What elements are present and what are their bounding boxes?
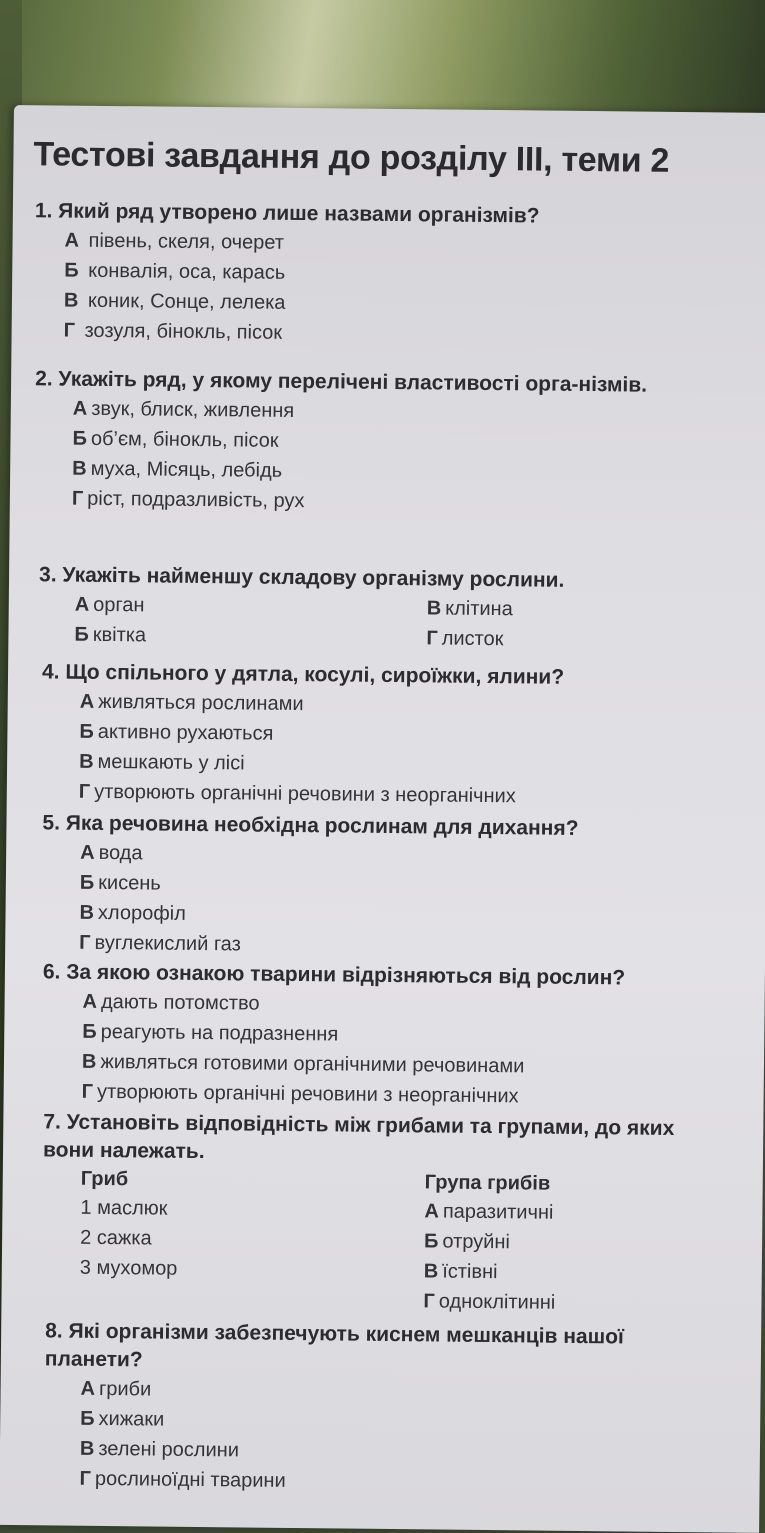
- question-text: 1. Який ряд утворено лише назвами організмів?: [34, 199, 540, 228]
- option-a: А звук, блиск, живлення: [72, 397, 295, 422]
- option-a: А живляться рослинами: [79, 690, 304, 716]
- option-d: Г рослиноїдні тварини: [79, 1467, 286, 1492]
- question-text: 4. Що спільного у дятла, косулі, сироїжки, ялини?: [41, 660, 565, 689]
- question-1: [33, 197, 539, 350]
- question-8: [43, 1317, 725, 1500]
- option-a: А гриби: [80, 1377, 152, 1401]
- option-c: В живляться готовими органічними речовинами: [81, 1050, 525, 1078]
- option-c: В клітина: [426, 597, 513, 621]
- fungus-item: 2 сажка: [80, 1226, 152, 1250]
- question-text: 8. Які організми забезпечують киснем мешканців нашої планети?: [44, 1319, 625, 1372]
- group-column: [423, 1168, 556, 1317]
- option-b: Б реагують на подразнення: [82, 1020, 339, 1046]
- group-column-header: Група грибів: [424, 1171, 551, 1195]
- question-text: 2. Укажіть ряд, у якому перелічені властивості орга-нізмів.: [35, 367, 648, 397]
- option-d: Г утворюють органічні речовини з неорганічних: [81, 1080, 519, 1108]
- option-b: Б об’єм, бінокль, пісок: [72, 427, 279, 452]
- question-text: 7. Установіть відповідність між грибами та групами, до яких вони належать.: [42, 1110, 675, 1164]
- group-item: А паразитичні: [424, 1200, 554, 1224]
- group-item: Г одноклітинні: [423, 1290, 556, 1314]
- option-d: Г вуглекислий газ: [79, 931, 241, 956]
- option-d: Г утворюють органічні речовини з неорганічних: [78, 780, 516, 808]
- group-item: Б отруйні: [424, 1230, 511, 1254]
- question-5: [41, 809, 579, 963]
- option-a: А вода: [80, 841, 143, 865]
- question-2: [34, 365, 736, 520]
- question-3: [38, 561, 739, 658]
- option-b: Б квітка: [74, 623, 147, 647]
- page-title: Тестові завдання до розділу ІІІ, теми 2: [33, 135, 670, 180]
- question-4: [41, 658, 565, 811]
- option-b: Б хижаки: [80, 1407, 165, 1431]
- question-7: [41, 1108, 723, 1321]
- question-text: 6. За якою ознакою тварини відрізняються від рослин?: [42, 960, 626, 990]
- fungus-column-header: Гриб: [80, 1167, 129, 1191]
- option-a: А орган: [74, 593, 145, 617]
- option-c: В коник, Сонце, лелека: [63, 289, 286, 314]
- option-b: Б кисень: [79, 871, 161, 895]
- fungus-item: 1 маслюк: [80, 1196, 168, 1220]
- book-page: [0, 105, 765, 1533]
- question-text: 5. Яка речовина необхідна рослинам для дихання?: [42, 811, 579, 840]
- option-c: В зелені рослини: [79, 1437, 240, 1462]
- fungus-item: 3 мухомор: [79, 1256, 178, 1280]
- option-c: В хлорофіл: [79, 901, 186, 925]
- option-b: Б конвалія, оса, карась: [64, 259, 286, 284]
- option-d: Г ріст, подразливість, рух: [71, 487, 305, 513]
- option-c: В муха, Місяць, лебідь: [72, 457, 283, 482]
- option-a: А дають потомство: [82, 990, 260, 1015]
- option-b: Б активно рухаються: [79, 720, 274, 745]
- option-c: В мешкають у лісі: [79, 750, 245, 775]
- option-d: Г зозуля, бінокль, пісок: [63, 319, 283, 344]
- fungus-column: [80, 1165, 179, 1284]
- question-6: [42, 958, 626, 1112]
- option-a: А півень, скеля, очерет: [64, 229, 285, 254]
- question-text: 3. Укажіть найменшу складову організму рослини.: [38, 563, 565, 592]
- option-d: Г листок: [426, 627, 504, 651]
- group-item: В їстівні: [423, 1260, 498, 1284]
